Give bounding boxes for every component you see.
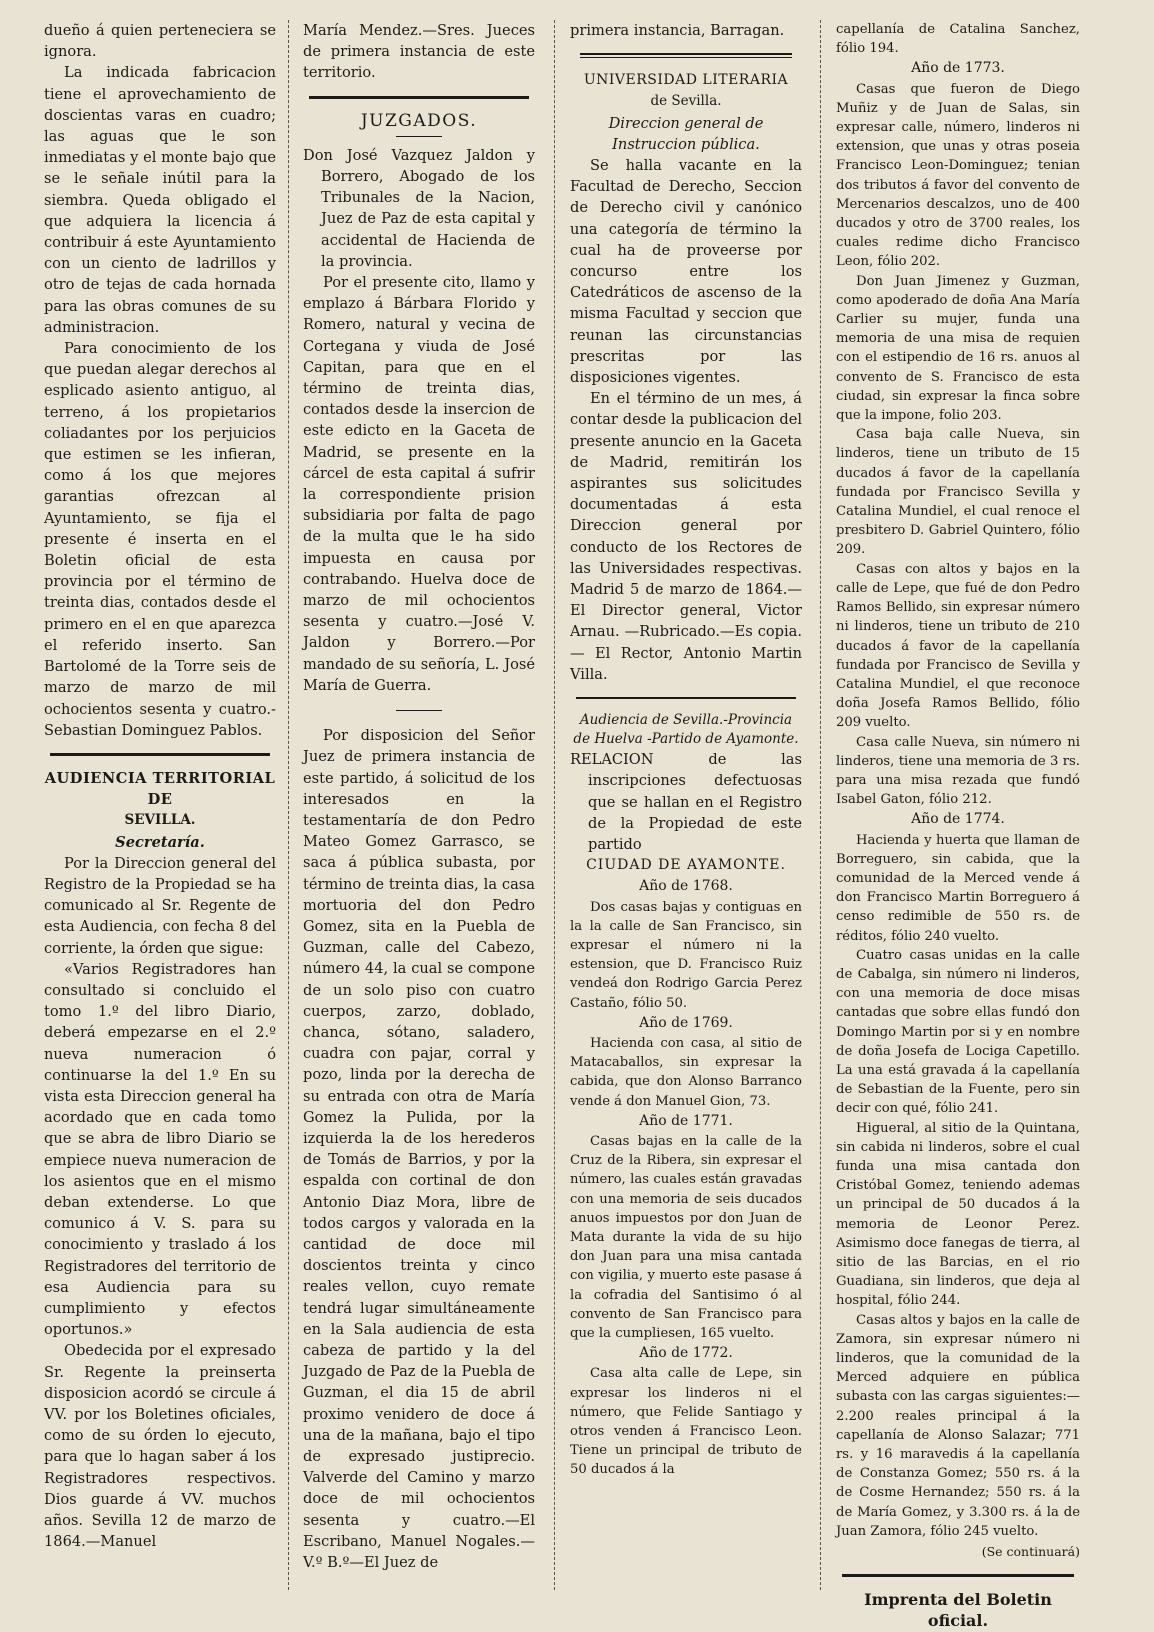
audiencia-title: AUDIENCIA TERRITORIAL DE: [44, 769, 276, 809]
year-heading: Año de 1772.: [639, 1345, 733, 1362]
section-rule: [309, 96, 529, 99]
relacion-heading: RELACION de las inscripciones defectuosas que se hallan en el Registro de la Propiedad de este partido: [570, 751, 802, 853]
entry-text: Casas bajas en la calle de la Cruz de la Ribera, sin expresar el número, las cuales están gravadas con una memoria de seis ducados anuos impuestos por don Juan de Mata durante la vida de su hijo don Juan para una misa cantada con vigilia, y muerto este pasase á la cofradia del Santisimo ó al convento de San Francisco para que la cumpliesen, 165 vuelto.: [570, 1133, 802, 1341]
universidad-title: UNIVERSIDAD LITERARIA: [583, 72, 789, 89]
column-divider: [554, 20, 555, 1590]
entry-text: Higueral, al sitio de la Quintana, sin cabida ni linderos, sobre el cual funda una misa cantada don Cristóbal Gomez, teniendo ademas un principal de 50 ducados á la memoria de Leonor Perez. Asimismo doce fanegas de tierra, al sitio de las Barcias, en el rio Guadiana, sin linderos, que deja al hospital, fólio 244.: [836, 1120, 1080, 1309]
column-2: [303, 20, 535, 1590]
column-3: [570, 20, 802, 1590]
paragraph: Por disposicion del Señor Juez de primera instancia de este partido, á solicitud de los interesados en la testamentaría de don Pedro Mateo Gomez Garrasco, se saca á pública subasta, por término de treinta dias, la casa mortuoria del don Pedro Gomez, sita en la Puebla de Guzman, calle del Cabezo, número 44, la cual se compone de un solo piso con cuatro cuerpos, zarzo, doblado, chanca, sótano, saladero, cuadra con pajar, corral y pozo, linda por la derecha de su entrada con otra de María Gomez la Pulida, por la izquierda la de los herederos de Tomás de Barrios, y por la espalda con cortinal de don Antonio Diaz Mora, libre de todos cargos y valorada en la cantidad de doce mil doscientos treinta y cinco reales vellon, cuyo remate tendrá lugar simultáneamente en la Sala audiencia de esta cabeza de partido y la del Juzgado de Paz de la Puebla de Guzman, el dia 15 de abril proximo venidero de doce á una de la mañana, bajo el tipo de expresado justiprecio. Valverde del Camino y marzo doce de mil ochocientos sesenta y cuatro.—El Escribano, Manuel Nogales.—V.º B.º—El Juez de: [303, 727, 535, 1572]
entry-text: Casas con altos y bajos en la calle de Lepe, que fué de don Pedro Ramos Bellido, sin expresar número ni linderos, tiene un tributo de 210 ducados á favor de la capellanía fundada por Francisco de Sevilla y Catalina Mundiel, el que reconoce doña Josefa Ramos Bellido, fólio 209 vuelto.: [836, 561, 1080, 731]
entry-text: Casa baja calle Nueva, sin linderos, tiene un tributo de 15 ducados á favor de la capellanía fundada por Francisco Sevilla y Catalina Mundiel, el cual renoce el presbitero D. Gabriel Quintero, fólio 209.: [836, 427, 1080, 558]
column-1: [44, 20, 276, 1590]
paragraph: Para conocimiento de los que puedan alegar derechos al esplicado asiento antiguo, al terreno, á los propietarios coliadantes por los perjuicios que estimen se les infieran, como á los que mejores garantias ofrezcan al Ayuntamiento, se fija el presente é inserta en el Boletin oficial de esta provincia por el término de treinta dias, contados desde el primero en el en que aparezca el referido inserto. San Bartolomé de la Torre seis de marzo de marzo de mil ochocientos sesenta y cuatro.-Sebastian Dominguez Pablos.: [44, 340, 276, 739]
section-rule: [576, 697, 796, 699]
entry-text: Casas que fueron de Diego Muñiz y de Juan de Salas, sin expresar calle, número, linderos ni extension, que unas y otras poseia Francisco Leon-Dominguez; tenian dos tributos á favor del convento de Mercenarios descalzos, uno de 400 ducados y otro de 3700 reales, los cuales redime dicho Francisco Leon, fólio 202.: [836, 81, 1080, 270]
paragraph: primera instancia, Barragan.: [570, 22, 785, 39]
column-divider: [288, 20, 289, 1590]
section-rule: [580, 53, 792, 58]
direccion-heading: Direccion general de Instruccion pública.: [608, 114, 764, 153]
entry-text: Don Juan Jimenez y Guzman, como apoderado de doña Ana María Carlier su mujer, funda una memoria de una misa de requien con el estipendio de 16 rs. anuos al convento de S. Francisco de esta ciudad, sin expresar la finca sobre que la impone, folio 203.: [836, 273, 1080, 424]
ciudad-heading: CIUDAD DE AYAMONTE.: [586, 857, 786, 874]
year-heading: Año de 1773.: [911, 60, 1005, 77]
entry-text: Casas altos y bajos en la calle de Zamora, sin expresar número ni linderos, que la comunidad de la Merced adquiere en pública subasta con las cargas siguientes:—2.200 reales principal á la capellanía de Alonso Salazar; 771 rs. y 16 maravedis á la capellanía de Constanza Gomez; 550 rs. á la de Cosme Hernandez; 550 rs. á la de María Gomez, y 3.300 rs. á la de Juan Zamora, fólio 245 vuelto.: [836, 1312, 1080, 1539]
universidad-subtitle: de Sevilla.: [650, 93, 722, 110]
year-heading: Año de 1774.: [911, 811, 1005, 828]
secretaria-heading: Secretaría.: [115, 833, 205, 851]
paragraph: María Mendez.—Sres. Jueces de primera instancia de este territorio.: [303, 22, 535, 82]
paragraph: Por el presente cito, llamo y emplazo á Bárbara Florido y Romero, natural y vecina de Cortegana y viuda de José Capitan, para que en el término de treinta dias, contados desde la insercion de este edicto en la Gaceta de Madrid, se presente en la cárcel de esta capital á sufrir la correspondiente prision subsidiaria por falta de pago de la multa que le ha sido impuesta en causa por contrabando. Huelva doce de marzo de mil ochocientos sesenta y cuatro.—José V. Jaldon y Borrero.—Por mandado de su señoría, L. José María de Guerra.: [303, 274, 535, 694]
audiencia-ayamonte-heading: Audiencia de Sevilla.-Provincia de Huelva -Partido de Ayamonte.: [573, 712, 799, 748]
audiencia-subtitle: SEVILLA.: [124, 812, 196, 829]
entry-text: Cuatro casas unidas en la calle de Cabalga, sin número ni linderos, con una memoria de doce misas cantadas que sobre ellas fundó don Domingo Martin por si y en nombre de doña Josefa de Lociga Capetillo. La una está gravada á la capellanía de Sebastian de la Fuente, pero sin decir con qué, fólio 241.: [836, 947, 1080, 1117]
paragraph: Por la Direccion general del Registro de la Propiedad se ha comunicado al Sr. Regente de esta Audiencia, con fecha 8 del corriente, la órden que sigue:: [44, 854, 276, 957]
column-4: [836, 20, 1080, 1631]
continuara-note: (Se continuará): [981, 1544, 1080, 1560]
short-rule: [396, 710, 442, 711]
entry-text: Hacienda con casa, al sitio de Matacaballos, sin expresar la cabida, que don Alonso Barranco vende á don Manuel Gion, 73.: [570, 1035, 802, 1109]
year-heading: Año de 1769.: [639, 1014, 733, 1031]
short-rule: [396, 136, 442, 137]
paragraph: capellanía de Catalina Sanchez, fólio 194.: [836, 22, 1080, 57]
entry-text: Casa alta calle de Lepe, sin expresar los linderos ni el número, que Felide Santiago y otros venden á Francisco Leon. Tiene un principal de tributo de 50 ducados á la: [570, 1366, 802, 1478]
imprint: Imprenta del Boletin oficial.: [864, 1590, 1052, 1631]
entry-text: Casa calle Nueva, sin número ni linderos, tiene una memoria de 3 rs. para una misa rezada que fundó Isabel Gaton, fólio 212.: [836, 734, 1080, 808]
paragraph: Se halla vacante en la Facultad de Derecho, Seccion de Derecho civil y canónico una categoría de término la cual ha de proveerse por concurso entre los Catedráticos de ascenso de la misma Facultad y seccion que reunan las circunstancias prescritas por las disposiciones vigentes.: [570, 157, 802, 387]
entry-text: Dos casas bajas y contiguas en la la calle de San Francisco, sin expresar el número ni la estension, que D. Francisco Ruiz vendeá don Rodrigo Garcia Perez Castaño, fólio 50.: [570, 899, 802, 1011]
entry-text: Hacienda y huerta que llaman de Borreguero, sin cabida, que la comunidad de la Merced vende á don Francisco Martin Borreguero á censo redimible de 550 rs. de réditos, fólio 240 vuelto.: [836, 832, 1080, 944]
year-heading: Año de 1771.: [639, 1112, 733, 1129]
column-divider: [820, 20, 821, 1590]
paragraph: «Varios Registradores han consultado si concluido el tomo 1.º del libro Diario, deberá empezarse en el 2.º nueva numeracion ó continuarse la del 1.º En su vista esta Direccion general ha acordado que en cada tomo que se abra de libro Diario se empiece nueva numeracion de los asientos que en el mismo deban extenderse. Lo que comunico á V. S. para su conocimiento y traslado á los Registradores del territorio de esa Audiencia para su cumplimiento y efectos oportunos.»: [44, 960, 276, 1339]
edicto-heading: Don José Vazquez Jaldon y Borrero, Abogado de los Tribunales de la Nacion, Juez de Paz de esta capital y accidental de Hacienda de la provincia.: [303, 146, 535, 270]
paragraph: En el término de un mes, á contar desde la publicacion del presente anuncio en la Gaceta de Madrid, remitirán los aspirantes sus solicitudes documentadas á esta Direccion general por conducto de los Rectores de las Universidades respectivas. Madrid 5 de marzo de 1864.—El Director general, Victor Arnau. —Rubricado.—Es copia.— El Rector, Antonio Martin Villa.: [570, 390, 802, 683]
paragraph: La indicada fabricacion tiene el aprovechamiento de doscientas varas en cuadro; las aguas que le son inmediatas y el monte bajo que se le señale inútil para la siembra. Queda obligado el que adquiera la licencia á contribuir á este Ayuntamiento con un ciento de ladrillos y otro de tejas de cada hornada para las obras comunes de su administracion.: [44, 64, 276, 336]
paragraph: Obedecida por el expresado Sr. Regente la preinserta disposicion acordó se circule á VV. por los Boletines oficiales, como de su órden lo ejecuto, para que lo hagan saber á los Registradores respectivos. Dios guarde á VV. muchos años. Sevilla 12 de marzo de 1864.—Manuel: [44, 1342, 276, 1551]
paragraph: dueño á quien perteneciera se ignora.: [44, 22, 276, 61]
year-heading: Año de 1768.: [639, 878, 733, 895]
section-rule: [842, 1574, 1074, 1577]
juzgados-title: JUZGADOS.: [360, 110, 478, 131]
section-rule: [50, 753, 270, 756]
